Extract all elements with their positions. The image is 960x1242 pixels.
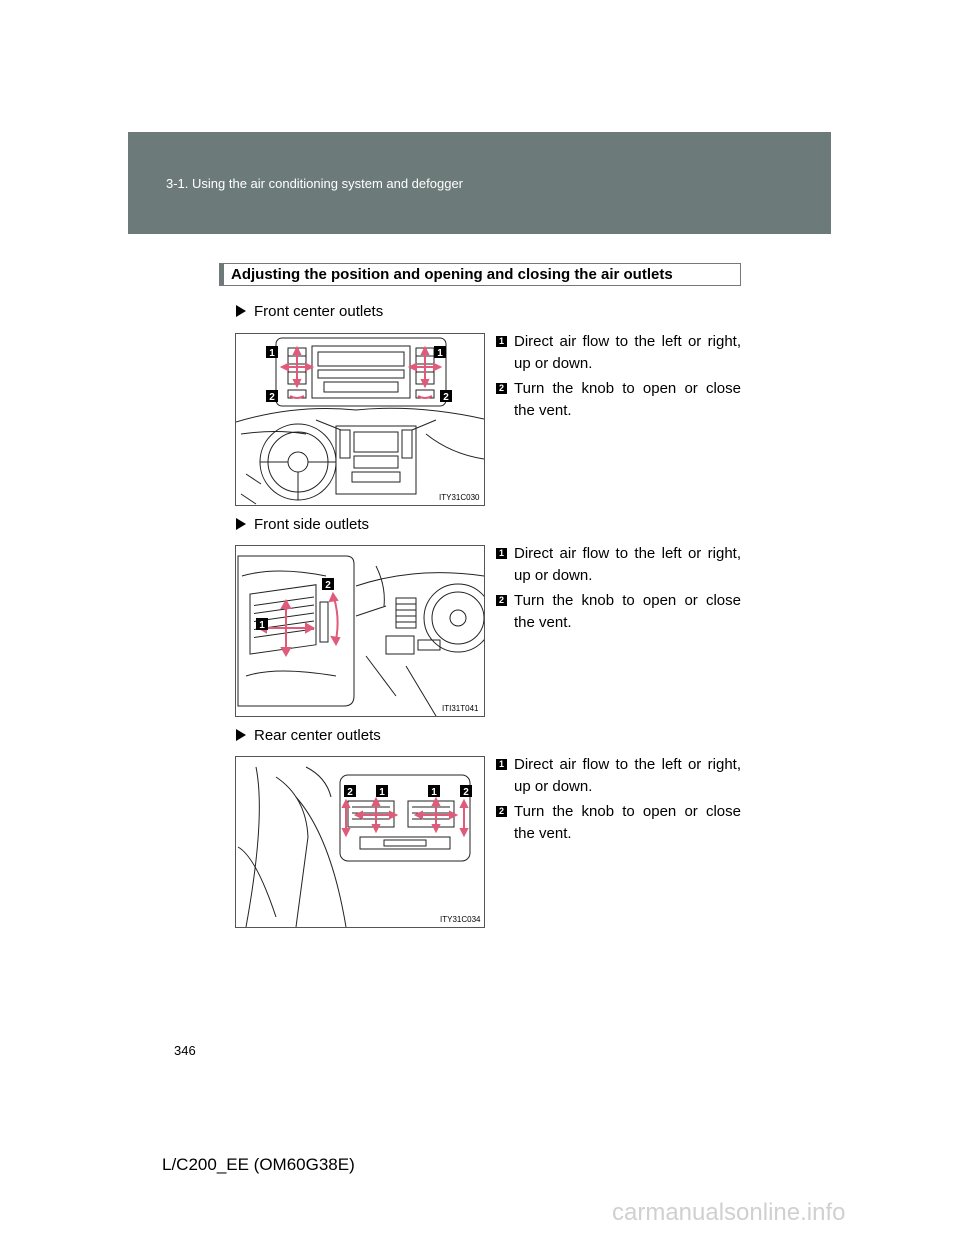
manual-id: L/C200_EE (OM60G38E) [162,1155,355,1174]
step-number-badge: 2 [496,806,507,817]
figure-front-center-outlets [235,333,485,506]
section-heading-text: Adjusting the position and opening and closing the air outlets [231,266,673,283]
step-number-badge: 1 [496,336,507,347]
svg-text:2: 2 [347,787,353,798]
step-number-badge: 2 [496,595,507,606]
svg-text:1: 1 [269,348,275,359]
chapter-title: 3-1. Using the air conditioning system and defogger [166,176,464,191]
svg-text:1: 1 [431,787,437,798]
step-text: Direct air flow to the left or right, up or down. [514,333,741,372]
step-number-badge: 1 [496,548,507,559]
step-item [496,543,741,587]
step-item [496,801,741,845]
step-number-badge: 2 [496,383,507,394]
outlet-title-text: Front center outlets [254,303,384,320]
figure-code: ITY31C030 [439,493,480,502]
step-text: Direct air flow to the left or right, up or down. [514,756,741,795]
outlet-title-front-side [236,516,369,533]
front-center-illustration [236,334,484,505]
triangle-bullet-icon [236,729,246,741]
svg-text:2: 2 [463,787,469,798]
front-side-illustration [236,546,484,716]
step-text: Turn the knob to open or close the vent. [514,380,741,419]
step-number-badge: 1 [496,759,507,770]
outlet-title-rear-center [236,727,381,744]
figure-code: ITI31T041 [442,704,479,713]
step-item [496,754,741,798]
outlet-title-front-center [236,303,383,320]
triangle-bullet-icon [236,305,246,317]
step-text: Direct air flow to the left or right, up or down. [514,545,741,584]
svg-text:2: 2 [269,392,275,403]
step-item [496,378,741,422]
step-text: Turn the knob to open or close the vent. [514,592,741,631]
header-band [128,132,831,234]
figure-front-side-outlets [235,545,485,717]
step-item [496,331,741,375]
svg-text:1: 1 [437,348,443,359]
outlet-title-text: Rear center outlets [254,727,381,744]
watermark: carmanualsonline.info [612,1199,846,1226]
svg-text:1: 1 [259,620,265,631]
section-heading-bar [220,264,224,285]
figure-rear-center-outlets [235,756,485,928]
svg-text:1: 1 [379,787,385,798]
triangle-bullet-icon [236,518,246,530]
section-heading [219,263,741,286]
svg-text:2: 2 [325,580,331,591]
rear-center-illustration [236,757,484,927]
page-number: 346 [174,1043,196,1058]
figure-code: ITY31C034 [440,915,481,924]
outlet-title-text: Front side outlets [254,516,370,533]
step-item [496,590,741,634]
step-text: Turn the knob to open or close the vent. [514,803,741,842]
svg-text:2: 2 [443,392,449,403]
